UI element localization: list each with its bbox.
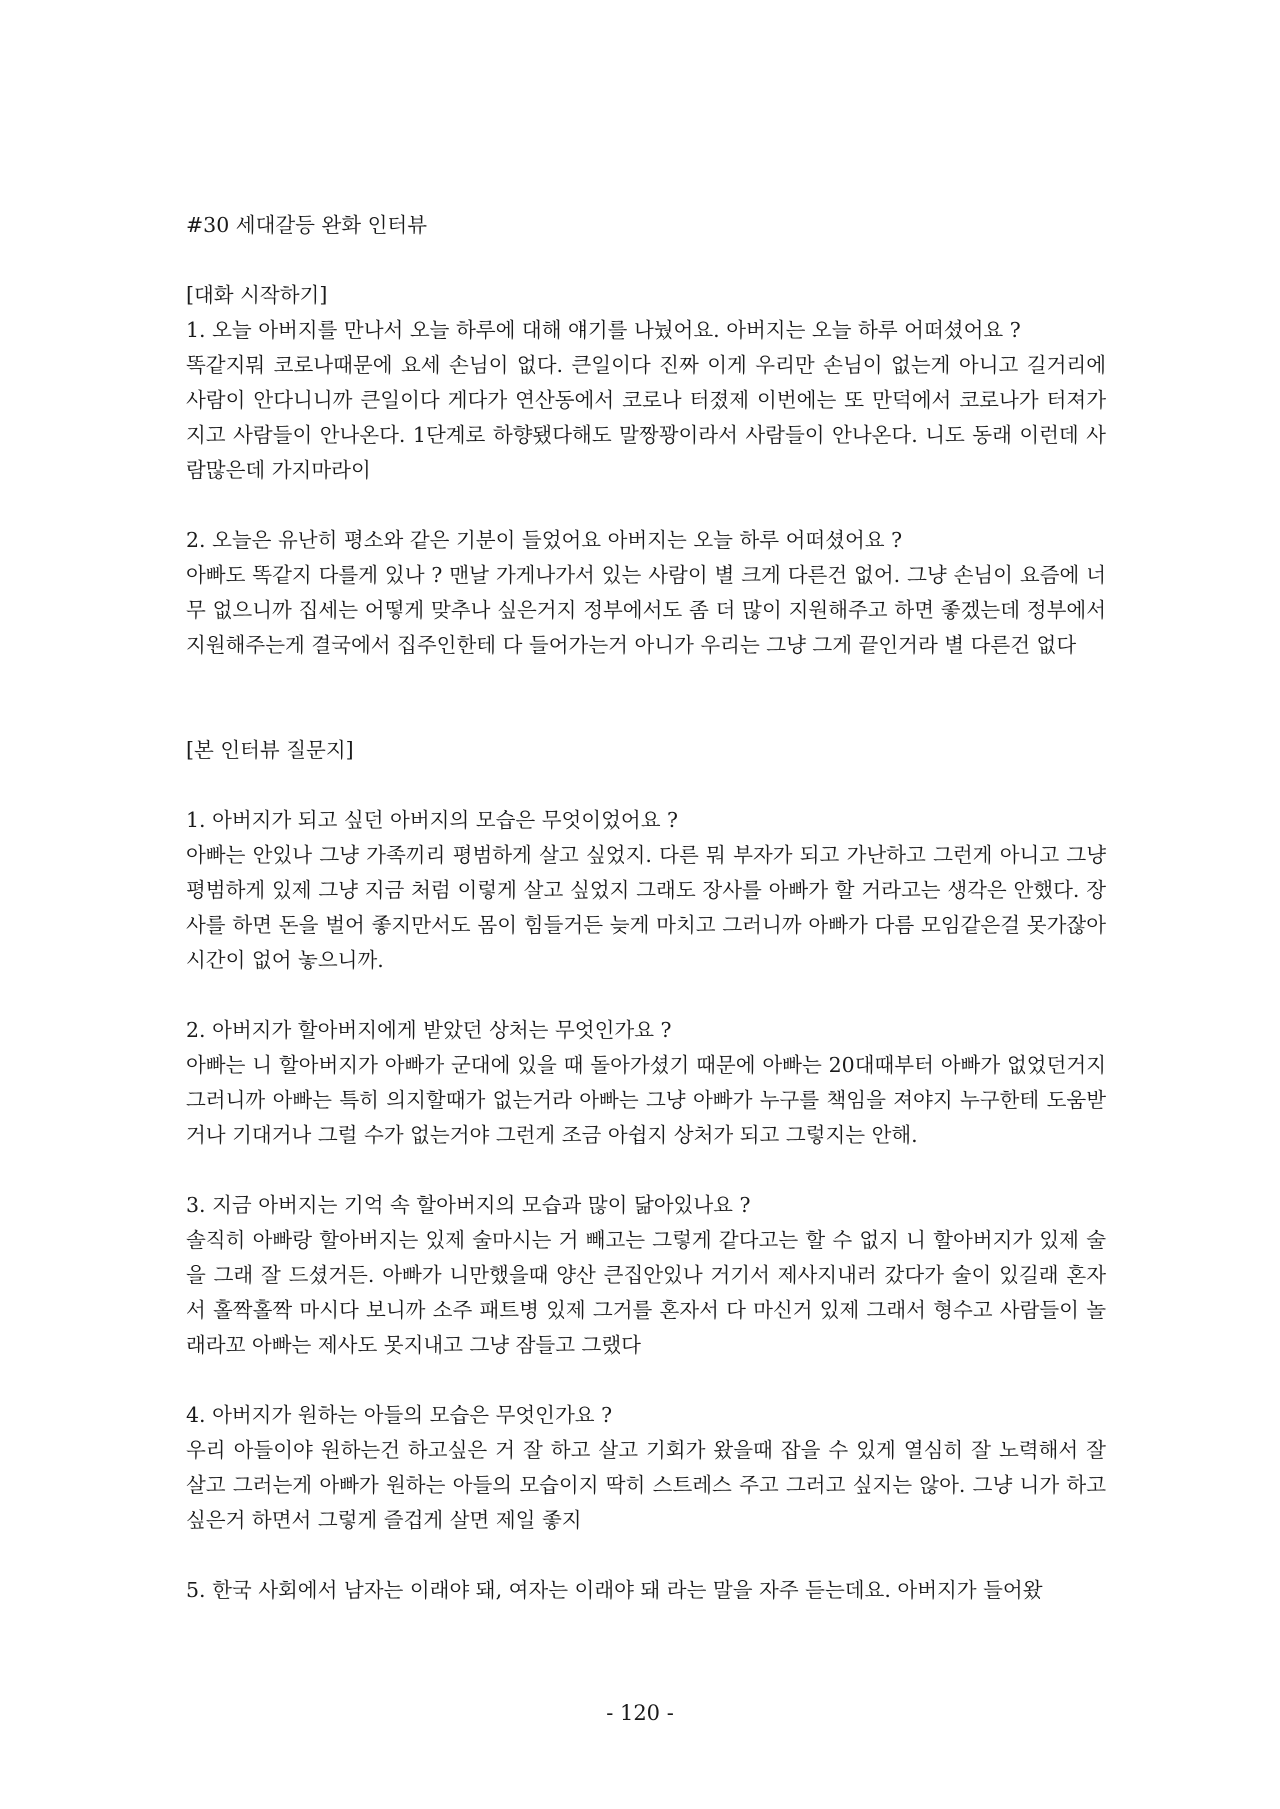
document-title: #30 세대갈등 완화 인터뷰: [186, 213, 428, 237]
spacer: [186, 768, 1106, 803]
main-question-2: 2. 아버지가 할아버지에게 받았던 상처는 무엇인가요 ?: [186, 1018, 672, 1042]
intro-question-2: 2. 오늘은 유난히 평소와 같은 기분이 들었어요 아버지는 오늘 하루 어떠셨어요 ?: [186, 528, 903, 552]
main-question-4: 4. 아버지가 원하는 아들의 모습은 무엇인가요 ?: [186, 1403, 613, 1427]
intro-answer-1: 똑같지뭐 코로나때문에 요세 손님이 없다. 큰일이다 진짜 이게 우리만 손님이 없는게 아니고 길거리에 사람이 안다니니까 큰일이다 게다가 연산동에서 코로나 터졌제 이번에는 또 만덕에서 코로나가 터져가지고 사람들이 안나온다. 1단계로 하향됐다해도 말짱꽝이라서 사람들이 안나온다. 니도 동래 이런데 사람많은데 가지마라이: [186, 353, 1106, 482]
spacer: [186, 1363, 1106, 1398]
main-question-5: 5. 한국 사회에서 남자는 이래야 돼, 여자는 이래야 돼 라는 말을 자주 듣는데요. 아버지가 들어왔: [186, 1578, 1043, 1602]
main-answer-1: 아빠는 안있나 그냥 가족끼리 평범하게 살고 싶었지. 다른 뭐 부자가 되고 가난하고 그런게 아니고 그냥 평범하게 있제 그냥 지금 처럼 이렇게 살고 싶었지 그래도 장사를 아빠가 할 거라고는 생각은 안했다. 장사를 하면 돈을 벌어 좋지만서도 몸이 힘들거든 늦게 마치고 그러니까 아빠가 다름 모임같은걸 못가잖아 시간이 없어 놓으니까.: [186, 843, 1106, 972]
page-number: - 120 -: [606, 1701, 674, 1725]
main-question-1: 1. 아버지가 되고 싶던 아버지의 모습은 무엇이었어요 ?: [186, 808, 679, 832]
main-answer-2: 아빠는 니 할아버지가 아빠가 군대에 있을 때 돌아가셨기 때문에 아빠는 20대때부터 아빠가 없었던거지 그러니까 아빠는 특히 의지할때가 없는거라 아빠는 그냥 아빠가 누구를 책임을 져야지 누구한테 도움받거나 기대거나 그럴 수가 없는거야 그런게 조금 아쉽지 상처가 되고 그렇지는 안해.: [186, 1053, 1106, 1147]
intro-question-1: 1. 오늘 아버지를 만나서 오늘 하루에 대해 얘기를 나눴어요. 아버지는 오늘 하루 어떠셨어요 ?: [186, 318, 1021, 342]
spacer: [186, 978, 1106, 1013]
spacer: [186, 488, 1106, 523]
spacer: [186, 1153, 1106, 1188]
intro-answer-2: 아빠도 똑같지 다를게 있나 ? 맨날 가게나가서 있는 사람이 별 크게 다른건 없어. 그냥 손님이 요즘에 너무 없으니까 집세는 어떻게 맞추나 싶은거지 정부에서도 좀 더 많이 지원해주고 하면 좋겠는데 정부에서 지원해주는게 결국에서 집주인한테 다 들어가는거 아니가 우리는 그냥 그게 끝인거라 별 다른건 없다: [186, 563, 1106, 657]
intro-heading: [대화 시작하기]: [186, 283, 328, 307]
main-heading: [본 인터뷰 질문지]: [186, 738, 354, 762]
main-answer-3: 솔직히 아빠랑 할아버지는 있제 술마시는 거 빼고는 그렇게 같다고는 할 수 없지 니 할아버지가 있제 술을 그래 잘 드셨거든. 아빠가 니만했을때 양산 큰집안있나 거기서 제사지내러 갔다가 술이 있길래 혼자서 홀짝홀짝 마시다 보니까 소주 패트병 있제 그거를 혼자서 다 마신거 있제 그래서 형수고 사람들이 놀래라꼬 아빠는 제사도 못지내고 그냥 잠들고 그랬다: [186, 1228, 1106, 1357]
spacer: [186, 1538, 1106, 1573]
main-question-3: 3. 지금 아버지는 기억 속 할아버지의 모습과 많이 닮아있나요 ?: [186, 1193, 751, 1217]
document-page: [186, 208, 1106, 1608]
main-answer-4: 우리 아들이야 원하는건 하고싶은 거 잘 하고 살고 기회가 왔을때 잡을 수 있게 열심히 잘 노력해서 잘 살고 그러는게 아빠가 원하는 아들의 모습이지 딱히 스트레스 주고 그러고 싶지는 않아. 그냥 니가 하고싶은거 하면서 그렇게 즐겁게 살면 제일 좋지: [186, 1438, 1106, 1532]
spacer: [186, 663, 1106, 733]
